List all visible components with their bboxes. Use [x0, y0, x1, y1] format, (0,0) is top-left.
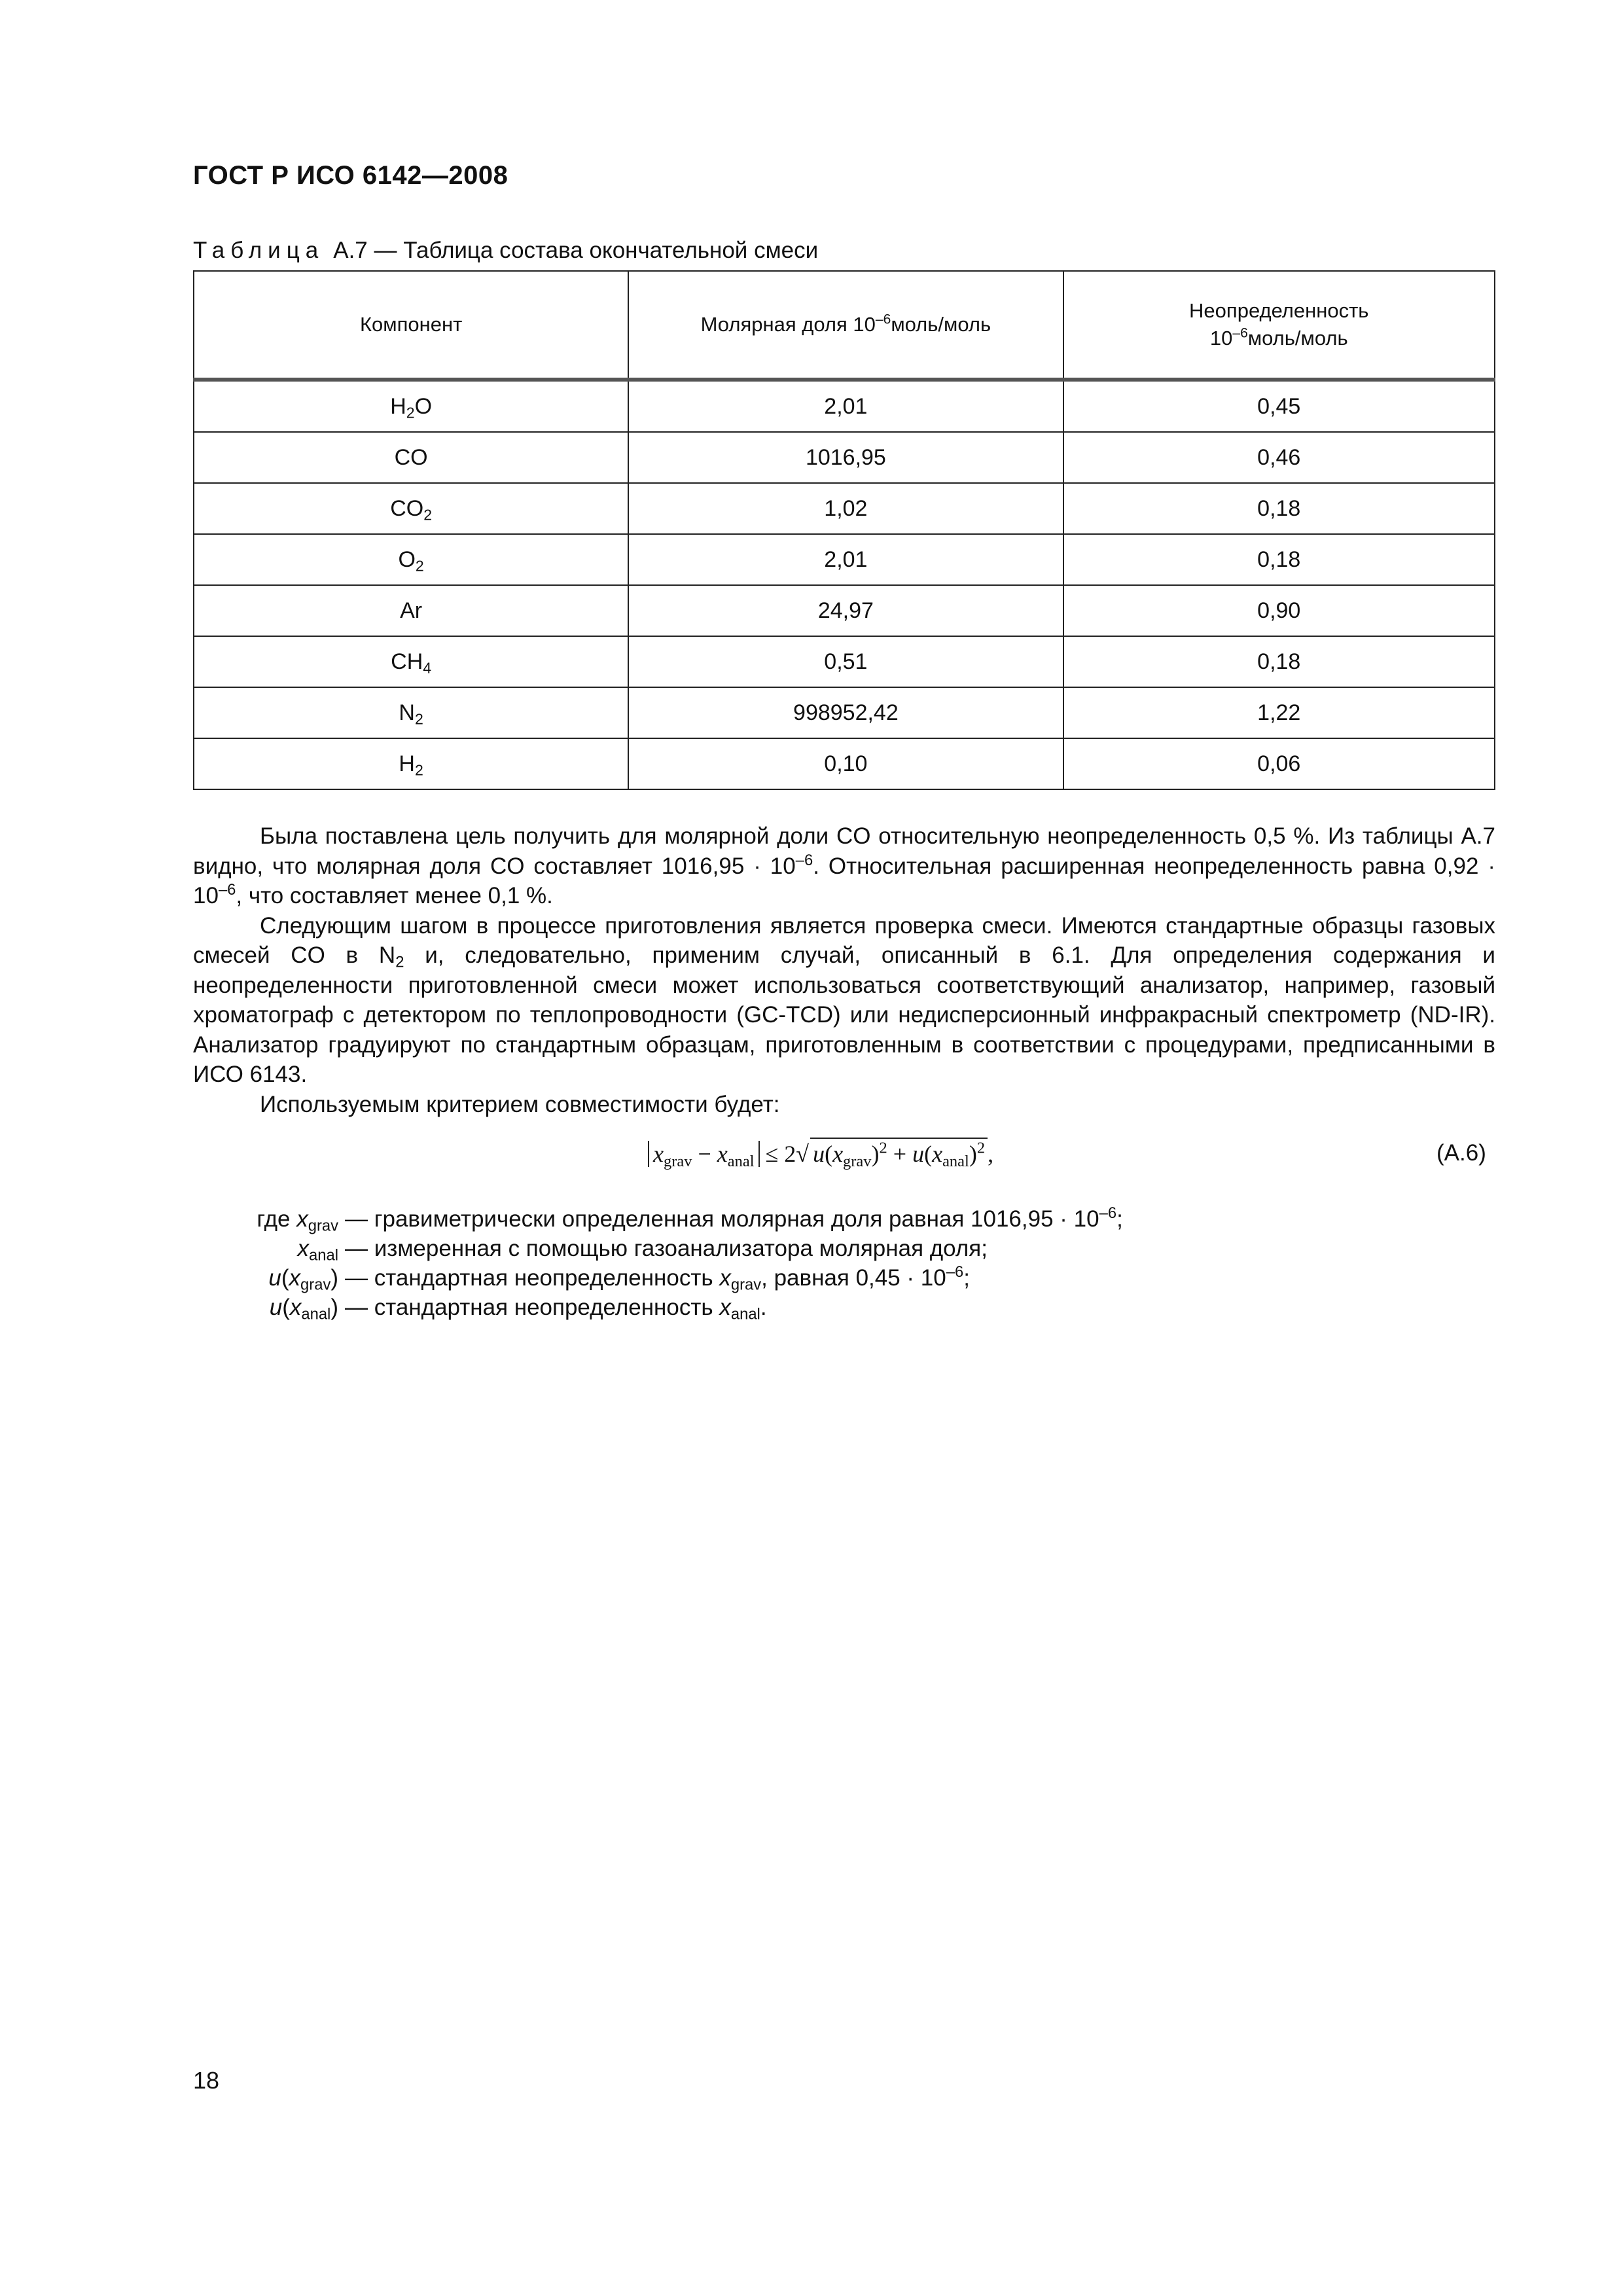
- molar-fraction-cell: 1016,95: [628, 432, 1063, 483]
- table-row: [194, 534, 1495, 585]
- table-row: [194, 738, 1495, 789]
- uncertainty-cell: 0,18: [1063, 483, 1495, 534]
- component-cell: Ar: [194, 585, 628, 636]
- component-cell: $N_2$: [194, 687, 628, 738]
- uncertainty-cell: 0,06: [1063, 738, 1495, 789]
- molar-fraction-cell: 2,01: [628, 534, 1063, 585]
- uncertainty-cell: 0,18: [1063, 534, 1495, 585]
- header-component: Компонент: [194, 271, 628, 380]
- table-row: [194, 483, 1495, 534]
- paragraph-criterion: Используемым критерием совместимости будет:: [260, 1091, 780, 1117]
- table-body: [194, 380, 1495, 789]
- molar-fraction-cell: 2,01: [628, 380, 1063, 432]
- component-cell: $CO_2$: [194, 483, 628, 534]
- definitions-list: [193, 1204, 1123, 1322]
- table-row: [194, 687, 1495, 738]
- table-caption: [193, 238, 818, 264]
- sqrt-icon: √: [796, 1141, 810, 1167]
- molar-fraction-cell: 0,51: [628, 636, 1063, 687]
- uncertainty-cell: 0,45: [1063, 380, 1495, 432]
- table-caption-label: Таблица: [193, 238, 325, 263]
- formula-radicand: $u(x_{grav})^2 + u(x_{anal})^2$: [810, 1138, 988, 1168]
- molar-fraction-cell: 24,97: [628, 585, 1063, 636]
- document-header: ГОСТ Р ИСО 6142—2008: [193, 161, 508, 190]
- table-row: [194, 432, 1495, 483]
- paragraph-goal: Была поставлена цель получить для молярной доли CO относительную неопределенность 0,5 %. Из таблицы А.7 видно, что молярная доля CO составляет $1016,95 \cdot 10^{-6}$. Относительная расширенная неопределенность равна $0,92 \cdot 10^{-6}$, что составляет менее 0,1 %.: [193, 823, 1495, 908]
- molar-fraction-cell: 0,10: [628, 738, 1063, 789]
- header-molar-fraction: Молярная доля $10^{-6}моль$/моль: [628, 271, 1063, 380]
- definition-x-grav: где $x_{grav}$ — гравиметрически определенная молярная доля равная $1016,95 \cdot 10^{-6}$;: [257, 1204, 1123, 1235]
- definition-u-x-anal: $u(x_{anal})$ — стандартная неопределенность $x_{anal}$.: [269, 1295, 767, 1323]
- definition-x-anal: $x_{anal}$ — измеренная с помощью газоанализатора молярная доля;: [297, 1236, 988, 1265]
- formula-absolute-difference: $x_{grav} - x_{anal}$: [648, 1141, 760, 1167]
- body-text: [193, 821, 1495, 1119]
- header-uncertainty: Неопределенность $10^{-6}моль$/моль: [1063, 271, 1495, 380]
- component-cell: $H_2$: [194, 738, 628, 789]
- uncertainty-cell: 0,46: [1063, 432, 1495, 483]
- uncertainty-cell: 0,90: [1063, 585, 1495, 636]
- component-cell: $H_2O$: [194, 380, 628, 432]
- equation-number: (А.6): [1436, 1140, 1486, 1166]
- uncertainty-cell: 0,18: [1063, 636, 1495, 687]
- component-cell: CO: [194, 432, 628, 483]
- table-row: [194, 380, 1495, 432]
- molar-fraction-cell: 998952,42: [628, 687, 1063, 738]
- molar-fraction-cell: 1,02: [628, 483, 1063, 534]
- page-number: 18: [193, 2067, 220, 2094]
- definition-u-x-grav: $u(x_{grav})$ — стандартная неопределенность $x_{grav}$, равная $0,45 \cdot 10^{-6}$;: [268, 1263, 970, 1294]
- compatibility-formula: $x_{grav} - x_{anal} \le 2√$ $u(x_{grav})^2 + u(x_{anal})^2$ ,: [648, 1138, 993, 1168]
- table-caption-text: А.7 — Таблица состава окончательной смеси: [333, 238, 819, 263]
- composition-table: [193, 270, 1495, 790]
- table-row: [194, 585, 1495, 636]
- table-row: [194, 636, 1495, 687]
- component-cell: $CH_4$: [194, 636, 628, 687]
- uncertainty-cell: 1,22: [1063, 687, 1495, 738]
- paragraph-verification: Следующим шагом в процессе приготовления является проверка смеси. Имеются стандартные образцы газовых смесей CO в $N_2$ и, следовательно, применим случай, описанный в 6.1. Для определения содержания и неопределенности приготовленной смеси может использоваться соответствующий анализатор, например, газовый хроматограф с детектором по теплопроводности (GC-TCD) или недисперсионный инфракрасный спектрометр (ND-IR). Анализатор градуируют по стандартным образцам, приготовленным в соответствии с процедурами, предписанными в ИСО 6143.: [193, 912, 1495, 1087]
- component-cell: $O_2$: [194, 534, 628, 585]
- table-header-row: [194, 271, 1495, 380]
